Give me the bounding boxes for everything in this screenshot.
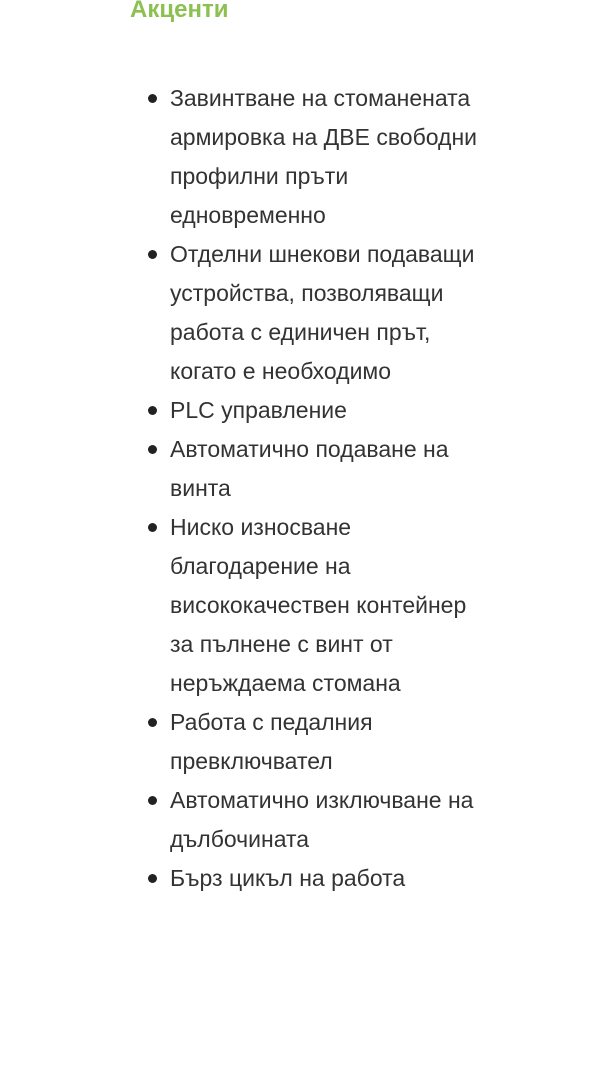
list-item-text: Отделни шнекови подаващи устройства, позволяващи работа с единичен прът, когато е необходимо <box>170 241 475 384</box>
bullet-icon <box>148 94 157 103</box>
list-item-text: Завинтване на стоманената армировка на ДВЕ свободни профилни пръти едновременно <box>170 85 478 228</box>
bullet-icon <box>148 406 157 415</box>
highlights-list <box>148 79 478 898</box>
list-item <box>148 391 478 430</box>
section-heading: Акценти <box>130 0 229 23</box>
list-item <box>148 235 478 391</box>
list-item <box>148 508 478 703</box>
list-item <box>148 703 478 781</box>
list-item-text: Ниско износване благодарение на висококачествен контейнер за пълнене с винт от неръждаема стомана <box>170 514 467 696</box>
list-item-text: Работа с педалния превключвател <box>170 709 373 774</box>
bullet-icon <box>148 523 157 532</box>
list-item <box>148 859 478 898</box>
list-item-text: Автоматично подаване на винта <box>170 436 449 501</box>
bullet-icon <box>148 250 157 259</box>
list-item-text: Бърз цикъл на работа <box>170 865 406 891</box>
bullet-icon <box>148 874 157 883</box>
list-item <box>148 430 478 508</box>
list-item <box>148 781 478 859</box>
bullet-icon <box>148 445 157 454</box>
list-item-text: Автоматично изключване на дълбочината <box>170 787 474 852</box>
bullet-icon <box>148 796 157 805</box>
list-item-text: PLC управление <box>170 397 347 423</box>
list-item <box>148 79 478 235</box>
bullet-icon <box>148 718 157 727</box>
